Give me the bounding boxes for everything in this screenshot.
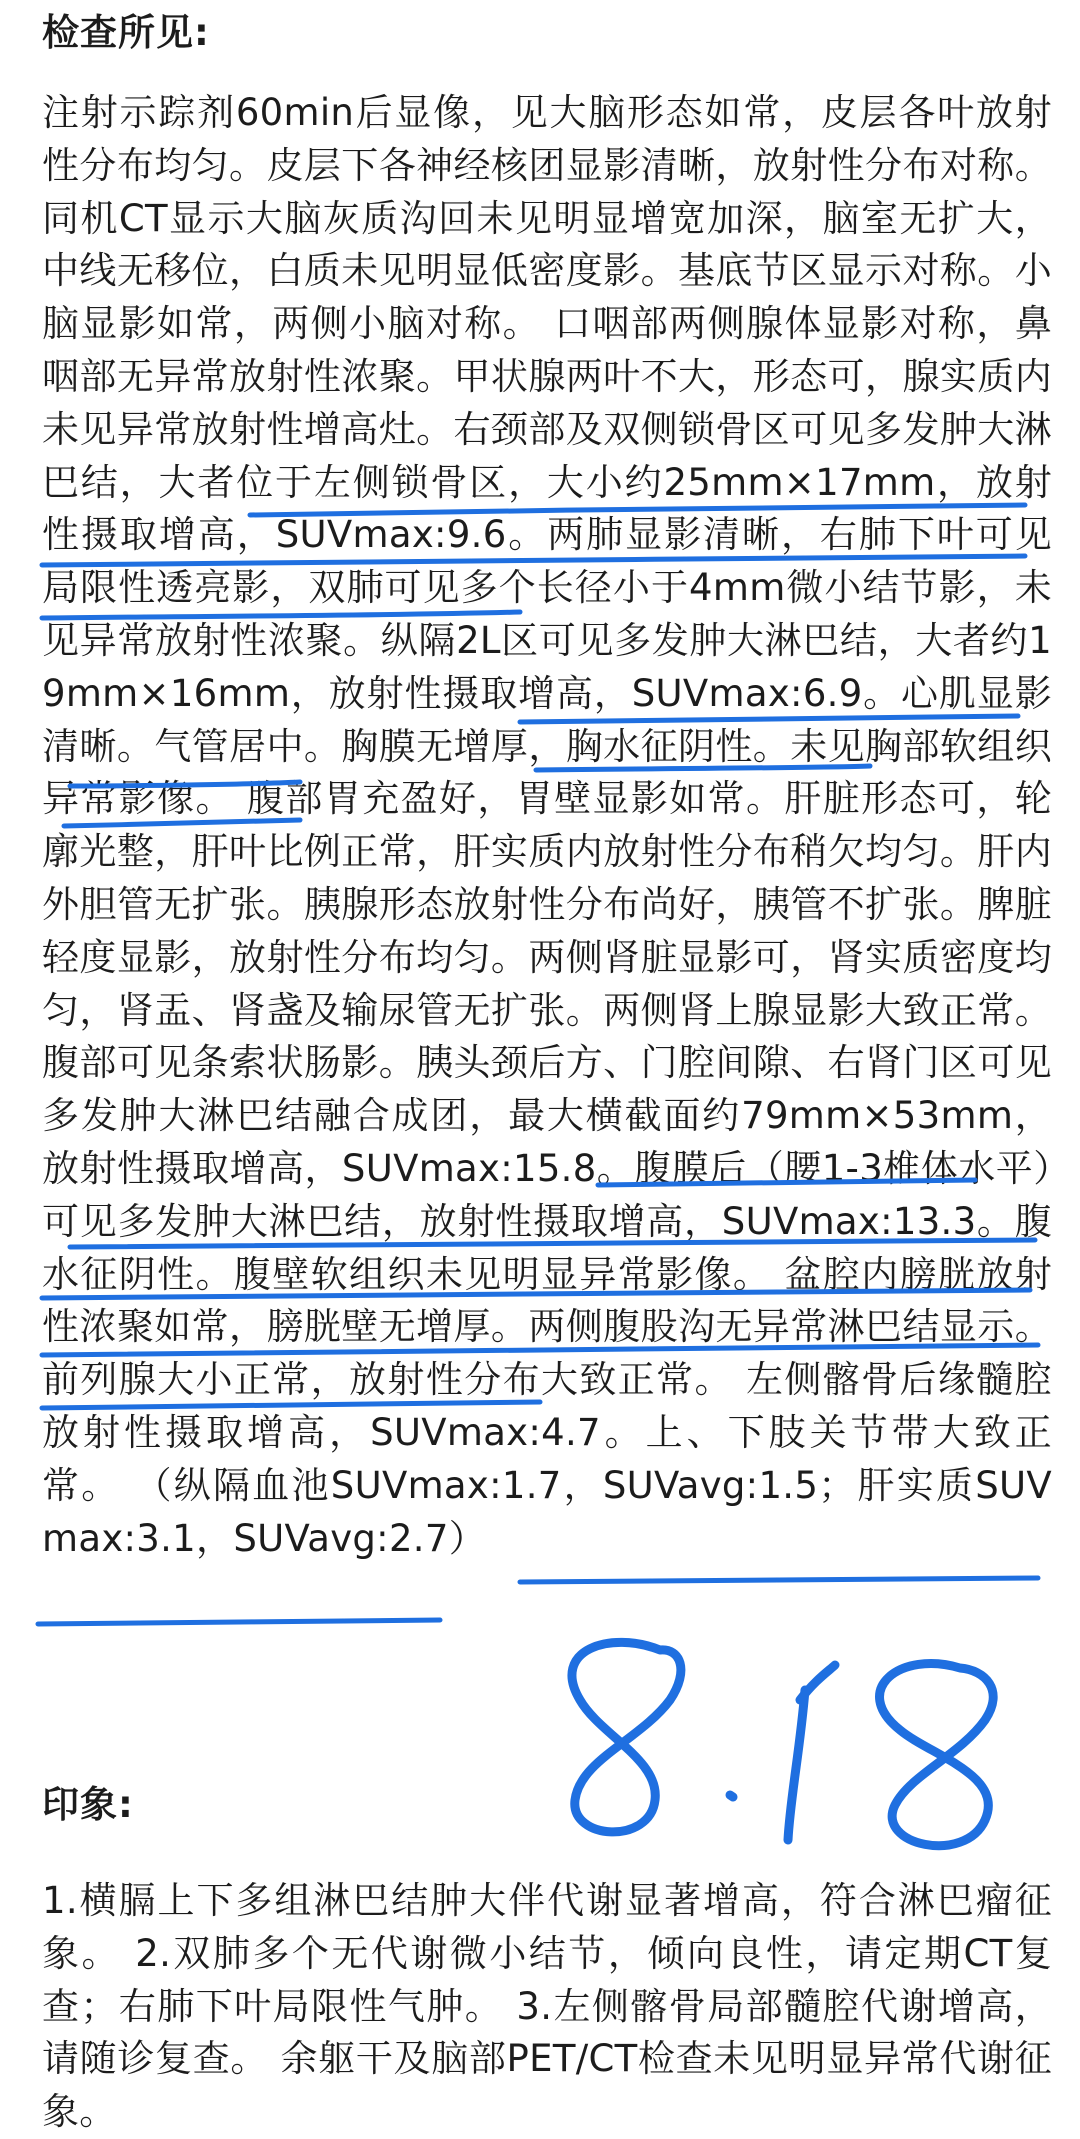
underline-mark (520, 1578, 1038, 1582)
impression-text: 1.横膈上下多组淋巴结肿大伴代谢显著增高，符合淋巴瘤征象。 2.双肺多个无代谢微小结节，倾向良性，请定期CT复查；右肺下叶局限性气肿。 3.左侧髂骨局部髓腔代谢增高，请随诊复查。 余躯干及脑部PET/CT检查未见明显异常代谢征象。 (42, 1879, 1052, 2134)
findings-segment-neck-nodes: 右颈部及双侧锁骨区可见多发肿大淋巴结，大者位于左侧锁骨区，大小约25mm×17mm，放射性摄取增高，SUVmax:9.6。 (42, 407, 1052, 557)
handwritten-note-8-18 (572, 1642, 993, 1845)
findings-segment-pelvis: 腹水征阴性。腹壁软组织未见明显异常影像。 盆腔内膀胱放射性浓聚如常，膀胱壁无增厚。两侧腹股沟无异常淋巴结显示。前列腺大小正常，放射性分布大致正常。 (42, 1199, 1052, 1402)
findings-segment-lungs: 两肺显影清晰，右肺下叶可见局限性透亮影，双肺可见多个长径小于4mm微小结节影，未见异常放射性浓聚。 (42, 513, 1052, 662)
underline-mark (38, 1620, 440, 1624)
findings-segment-abdominal-nodes: 胰头颈后方、门腔间隙、右肾门区可见多发肿大淋巴结融合成团，最大横截面约79mm×53mm，放射性摄取增高，SUVmax:15.8。腹膜后（腰1-3椎体水平）可见多发肿大淋巴结，放射性摄取增高，SUVmax:13.3。 (42, 1041, 1053, 1243)
findings-segment-limbs-reference: 上、下肢关节带大致正常。 （纵隔血池SUVmax:1.7，SUVavg:1.5；肝实质SUVmax:3.1，SUVavg:2.7） (42, 1410, 1053, 1560)
impression-heading: 印象: (42, 1783, 134, 1826)
findings-segment-iliac-bone: 左侧髂骨后缘髓腔放射性摄取增高，SUVmax:4.7。 (42, 1358, 1052, 1454)
findings-text (42, 87, 1052, 1565)
findings-segment-general: 注射示踪剂60min后显像，见大脑形态如常，皮层各叶放射性分布均匀。皮层下各神经核团显影清晰，放射性分布对称。同机CT显示大脑灰质沟回未见明显增宽加深，脑室无扩大，中线无移位，白质未见明显低密度影。基底节区显示对称。小脑显影如常，两侧小脑对称。 口咽部两侧腺体显影对称，鼻咽部无异常放射性浓聚。甲状腺两叶不大，形态可，腺实质内未见异常放射性增高灶。 (42, 91, 1052, 451)
findings-segment-mediastinal-nodes: 纵隔2L区可见多发肿大淋巴结，大者约19mm×16mm，放射性摄取增高，SUVmax:6.9。 (42, 618, 1052, 715)
findings-segment-abdomen: 心肌显影清晰。气管居中。胸膜无增厚，胸水征阴性。未见胸部软组织异常影像。 腹部胃充盈好，胃壁显影如常。肝脏形态可，轮廓光整，肝叶比例正常，肝实质内放射性分布稍欠均匀。肝内外胆管无扩张。胰腺形态放射性分布尚好，胰管不扩张。脾脏轻度显影，放射性分布均匀。两侧肾脏显影可，肾实质密度均匀，肾盂、肾盏及输尿管无扩张。两侧肾上腺显影大致正常。腹部可见条索状肠影。 (42, 671, 1052, 1085)
findings-heading: 检查所见: (42, 11, 210, 54)
